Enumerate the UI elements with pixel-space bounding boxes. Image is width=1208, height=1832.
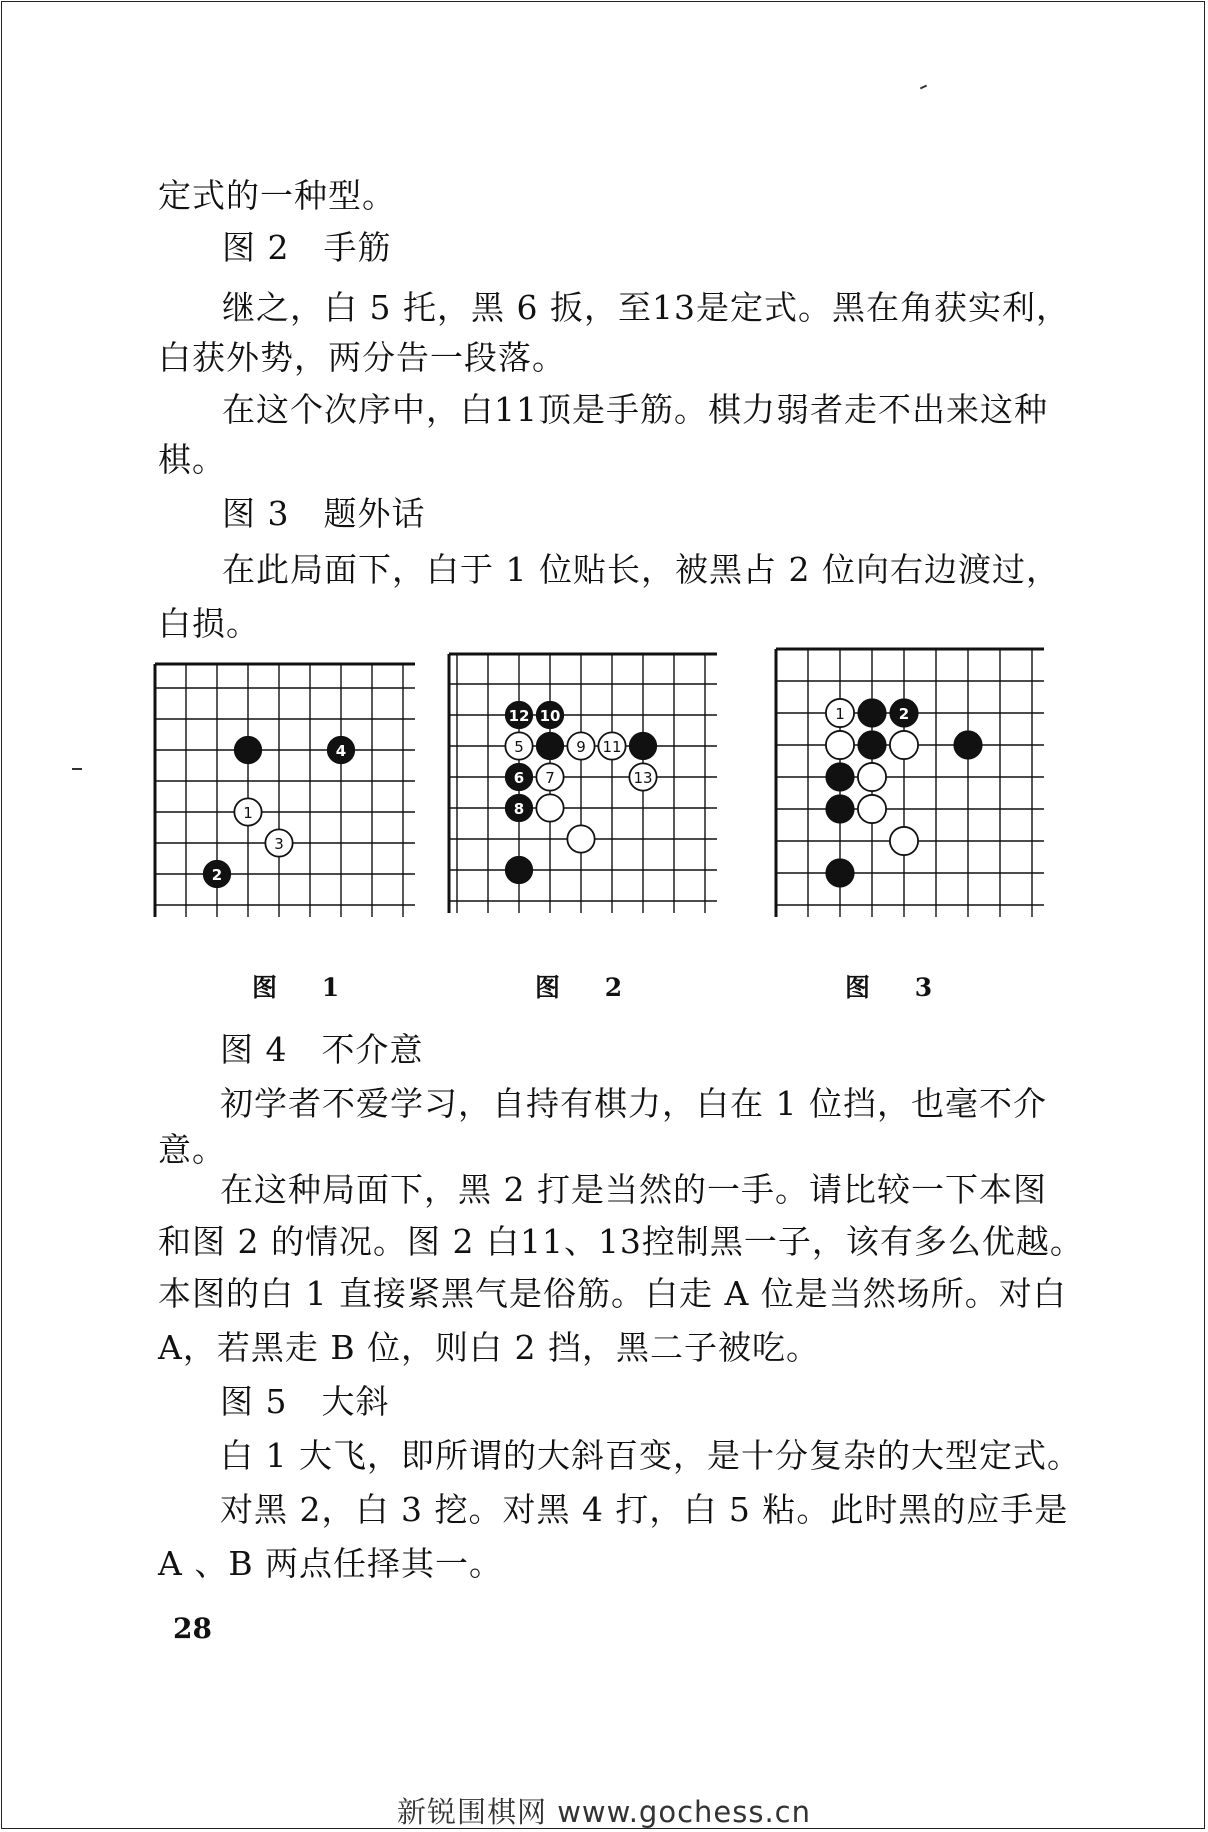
white-stone bbox=[629, 763, 656, 790]
stone-move-number: 1 bbox=[243, 804, 253, 822]
white-stone bbox=[567, 732, 594, 759]
section-heading-fig5: 图 5 大斜 bbox=[220, 1382, 390, 1421]
text-line: 白损。 bbox=[158, 604, 260, 643]
white-stone bbox=[826, 699, 854, 727]
white-stone bbox=[858, 763, 886, 791]
section-heading-fig2: 图 2 手筋 bbox=[222, 228, 392, 267]
black-stone bbox=[890, 699, 918, 727]
stone-move-number: 10 bbox=[539, 707, 561, 725]
go-diagram-fig3 bbox=[772, 645, 1052, 935]
black-stone bbox=[629, 732, 656, 759]
white-stone bbox=[890, 731, 918, 759]
board-grid bbox=[776, 649, 1044, 917]
black-stone bbox=[536, 701, 563, 728]
white-stone bbox=[598, 732, 625, 759]
watermark-footer: 新锐围棋网 www.gochess.cn bbox=[396, 1795, 811, 1829]
text-line: 对黑 2，白 3 挖。对黑 4 打，白 5 粘。此时黑的应手是 bbox=[220, 1490, 1069, 1529]
white-stone bbox=[567, 825, 594, 852]
white-stone bbox=[826, 731, 854, 759]
white-stone bbox=[265, 829, 292, 856]
text-line: 在这种局面下，黑 2 打是当然的一手。请比较一下本图 bbox=[220, 1170, 1047, 1209]
text-line: A，若黑走 B 位，则白 2 挡，黑二子被吃。 bbox=[158, 1328, 821, 1367]
black-stone bbox=[505, 856, 532, 883]
text-line: 在这个次序中，白11顶是手筋。棋力弱者走不出来这种 bbox=[222, 390, 1048, 429]
text-line: 意。 bbox=[158, 1130, 226, 1169]
black-stone bbox=[536, 732, 563, 759]
stone-move-number: 2 bbox=[898, 705, 910, 723]
stone-move-number: 3 bbox=[274, 835, 284, 853]
black-stone bbox=[327, 736, 354, 763]
stone-move-number: 8 bbox=[513, 800, 525, 818]
white-stone bbox=[536, 794, 563, 821]
text-line: 白 1 大飞，即所谓的大斜百变，是十分复杂的大型定式。 bbox=[220, 1436, 1081, 1475]
caption-fig2: 图 2 bbox=[535, 973, 641, 1002]
white-stone bbox=[858, 795, 886, 823]
black-stone bbox=[234, 736, 261, 763]
go-diagram-fig1 bbox=[152, 660, 428, 940]
text-line: 继之，白 5 托，黑 6 扳，至13是定式。黑在角获实利， bbox=[222, 288, 1070, 327]
white-stone bbox=[536, 763, 563, 790]
text-line: 棋。 bbox=[158, 440, 226, 479]
stone-move-number: 6 bbox=[513, 769, 525, 787]
black-stone bbox=[826, 859, 854, 887]
black-stone bbox=[505, 701, 532, 728]
caption-fig3: 图 3 bbox=[845, 973, 951, 1002]
page-number: 28 bbox=[173, 1612, 212, 1645]
text-line: 白获外势，两分告一段落。 bbox=[158, 338, 566, 377]
stone-move-number: 13 bbox=[633, 769, 653, 787]
black-stone bbox=[505, 794, 532, 821]
stone-move-number: 5 bbox=[514, 738, 524, 756]
black-stone bbox=[826, 763, 854, 791]
section-heading-fig4: 图 4 不介意 bbox=[220, 1030, 424, 1069]
stone-move-number: 2 bbox=[211, 866, 223, 884]
section-heading-fig3: 图 3 题外话 bbox=[222, 494, 426, 533]
stone-move-number: 12 bbox=[508, 707, 530, 725]
white-stone bbox=[890, 827, 918, 855]
stone-move-number: 1 bbox=[835, 705, 845, 723]
black-stone bbox=[858, 699, 886, 727]
stone-move-number: 11 bbox=[602, 738, 622, 756]
scan-speck bbox=[72, 768, 82, 770]
stone-move-number: 9 bbox=[576, 738, 586, 756]
black-stone bbox=[954, 731, 982, 759]
black-stone bbox=[858, 731, 886, 759]
text-line: 定式的一种型。 bbox=[158, 176, 396, 215]
text-line: A 、B 两点任择其一。 bbox=[158, 1544, 504, 1583]
text-line: 在此局面下，白于 1 位贴长，被黑占 2 位向右边渡过， bbox=[222, 550, 1060, 589]
black-stone bbox=[203, 860, 230, 887]
text-line: 初学者不爱学习，自持有棋力，白在 1 位挡，也毫不介 bbox=[220, 1084, 1047, 1123]
board-grid bbox=[155, 664, 415, 917]
black-stone bbox=[505, 763, 532, 790]
caption-fig1: 图 1 bbox=[252, 973, 358, 1002]
go-diagram-fig2 bbox=[445, 650, 735, 940]
stone-move-number: 4 bbox=[335, 742, 347, 760]
black-stone bbox=[826, 795, 854, 823]
stone-move-number: 7 bbox=[545, 769, 555, 787]
text-line: 本图的白 1 直接紧黑气是俗筋。白走 A 位是当然场所。对白 bbox=[158, 1274, 1067, 1313]
white-stone bbox=[234, 798, 261, 825]
white-stone bbox=[505, 732, 532, 759]
text-line: 和图 2 的情况。图 2 白11、13控制黑一子，该有多么优越。 bbox=[158, 1222, 1084, 1261]
board-grid bbox=[449, 654, 717, 913]
